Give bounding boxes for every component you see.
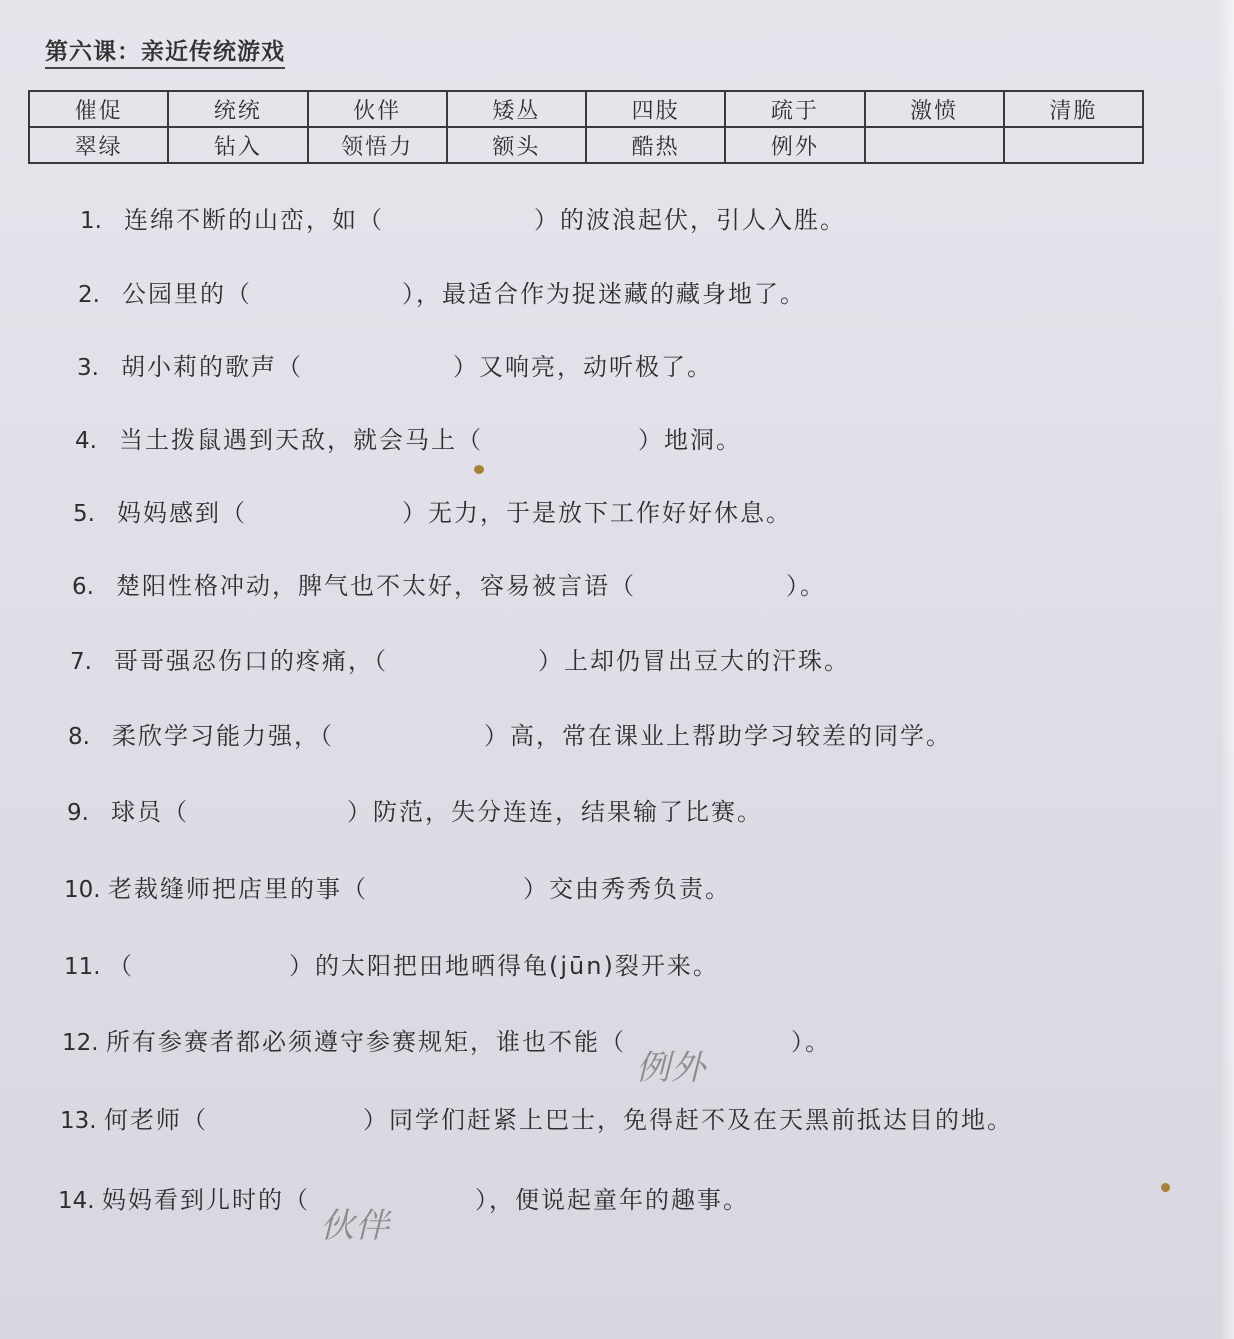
vocab-cell bbox=[1004, 127, 1143, 163]
question-item bbox=[78, 274, 806, 309]
vocab-cell: 酷热 bbox=[586, 127, 725, 163]
handwritten-answer: 例外 bbox=[636, 1048, 706, 1088]
stain-mark bbox=[1161, 1183, 1170, 1192]
vocab-cell: 领悟力 bbox=[308, 127, 447, 163]
question-text-after: ）交由秀秀负责。 bbox=[523, 875, 731, 903]
question-item bbox=[80, 200, 846, 235]
question-text-after: ）同学们赶紧上巴士，免得赶不及在天黑前抵达目的地。 bbox=[363, 1106, 1013, 1134]
paper-edge bbox=[1220, 0, 1234, 1339]
question-item bbox=[60, 1100, 1013, 1135]
question-text-before: 当土拨鼠遇到天敌，就会马上（ bbox=[119, 426, 483, 454]
vocab-cell: 伙伴 bbox=[308, 91, 447, 127]
question-item bbox=[64, 869, 731, 904]
question-text-before: 胡小莉的歌声（ bbox=[121, 353, 303, 381]
question-item bbox=[70, 641, 850, 676]
vocab-cell: 钻入 bbox=[168, 127, 307, 163]
question-text-before: 妈妈感到（ bbox=[117, 499, 247, 527]
question-number: 9. bbox=[67, 800, 89, 826]
question-text-after: ）。 bbox=[791, 1028, 831, 1056]
handwritten-answer: 伙伴 bbox=[320, 1206, 390, 1246]
vocab-cell: 清脆 bbox=[1004, 91, 1143, 127]
vocab-cell bbox=[865, 127, 1004, 163]
vocab-cell: 矮丛 bbox=[447, 91, 586, 127]
question-item bbox=[72, 566, 826, 601]
question-text-after: ），便说起童年的趣事。 bbox=[475, 1186, 749, 1214]
question-number: 2. bbox=[78, 282, 100, 308]
vocab-cell: 翠绿 bbox=[29, 127, 168, 163]
question-text-before: 公园里的（ bbox=[122, 280, 252, 308]
question-text-after: ）。 bbox=[786, 572, 826, 600]
question-item bbox=[77, 347, 713, 382]
vocab-row bbox=[29, 127, 1143, 163]
question-number: 7. bbox=[70, 649, 92, 675]
question-number: 1. bbox=[80, 208, 102, 234]
question-item bbox=[68, 716, 952, 751]
question-item bbox=[62, 1022, 831, 1088]
vocab-cell: 额头 bbox=[447, 127, 586, 163]
question-item bbox=[58, 1180, 749, 1246]
vocab-cell: 例外 bbox=[725, 127, 864, 163]
question-number: 14. bbox=[58, 1188, 95, 1214]
question-text-before: 哥哥强忍伤口的疼痛，（ bbox=[114, 647, 388, 675]
question-text-before: 楚阳性格冲动，脾气也不太好，容易被言语（ bbox=[116, 572, 636, 600]
vocab-cell: 催促 bbox=[29, 91, 168, 127]
question-text-after: ），最适合作为捉迷藏的藏身地了。 bbox=[402, 280, 806, 308]
question-text-before: 连绵不断的山峦，如（ bbox=[124, 206, 384, 234]
question-number: 13. bbox=[60, 1108, 97, 1134]
vocab-cell: 统统 bbox=[168, 91, 307, 127]
question-text-after: ）的太阳把田地晒得龟(jūn)裂开来。 bbox=[289, 952, 719, 980]
question-number: 8. bbox=[68, 724, 90, 750]
lesson-title: 第六课：亲近传统游戏 bbox=[45, 33, 285, 69]
question-number: 3. bbox=[77, 355, 99, 381]
question-item bbox=[64, 946, 719, 981]
question-text-before: 球员（ bbox=[111, 798, 189, 826]
question-text-after: ）高，常在课业上帮助学习较差的同学。 bbox=[484, 722, 952, 750]
question-text-after: ）的波浪起伏，引人入胜。 bbox=[534, 206, 846, 234]
question-text-before: 所有参赛者都必须遵守参赛规矩，谁也不能（ bbox=[106, 1028, 626, 1056]
question-number: 6. bbox=[72, 574, 94, 600]
question-text-before: 何老师（ bbox=[104, 1106, 208, 1134]
question-text-after: ）又响亮，动听极了。 bbox=[453, 353, 713, 381]
question-text-after: ）防范，失分连连，结果输了比赛。 bbox=[347, 798, 763, 826]
question-text-before: 老裁缝师把店里的事（ bbox=[108, 875, 368, 903]
vocab-cell: 疏于 bbox=[725, 91, 864, 127]
vocab-cell: 激愤 bbox=[865, 91, 1004, 127]
question-item bbox=[67, 792, 763, 827]
question-text-before: 妈妈看到儿时的（ bbox=[102, 1186, 310, 1214]
question-item bbox=[75, 420, 742, 455]
vocab-cell: 四肢 bbox=[586, 91, 725, 127]
stain-mark bbox=[474, 465, 484, 474]
question-text-after: ）地洞。 bbox=[638, 426, 742, 454]
question-number: 10. bbox=[64, 877, 101, 903]
question-text-before: 柔欣学习能力强，（ bbox=[112, 722, 334, 750]
question-text-after: ）无力，于是放下工作好好休息。 bbox=[402, 499, 792, 527]
question-number: 12. bbox=[62, 1030, 99, 1056]
vocab-row bbox=[29, 91, 1143, 127]
question-text-after: ）上却仍冒出豆大的汗珠。 bbox=[538, 647, 850, 675]
vocabulary-table bbox=[28, 90, 1144, 164]
question-text-before: （ bbox=[108, 952, 134, 980]
question-number: 4. bbox=[75, 428, 97, 454]
question-number: 11. bbox=[64, 954, 101, 980]
question-item bbox=[73, 493, 792, 528]
question-number: 5. bbox=[73, 501, 95, 527]
